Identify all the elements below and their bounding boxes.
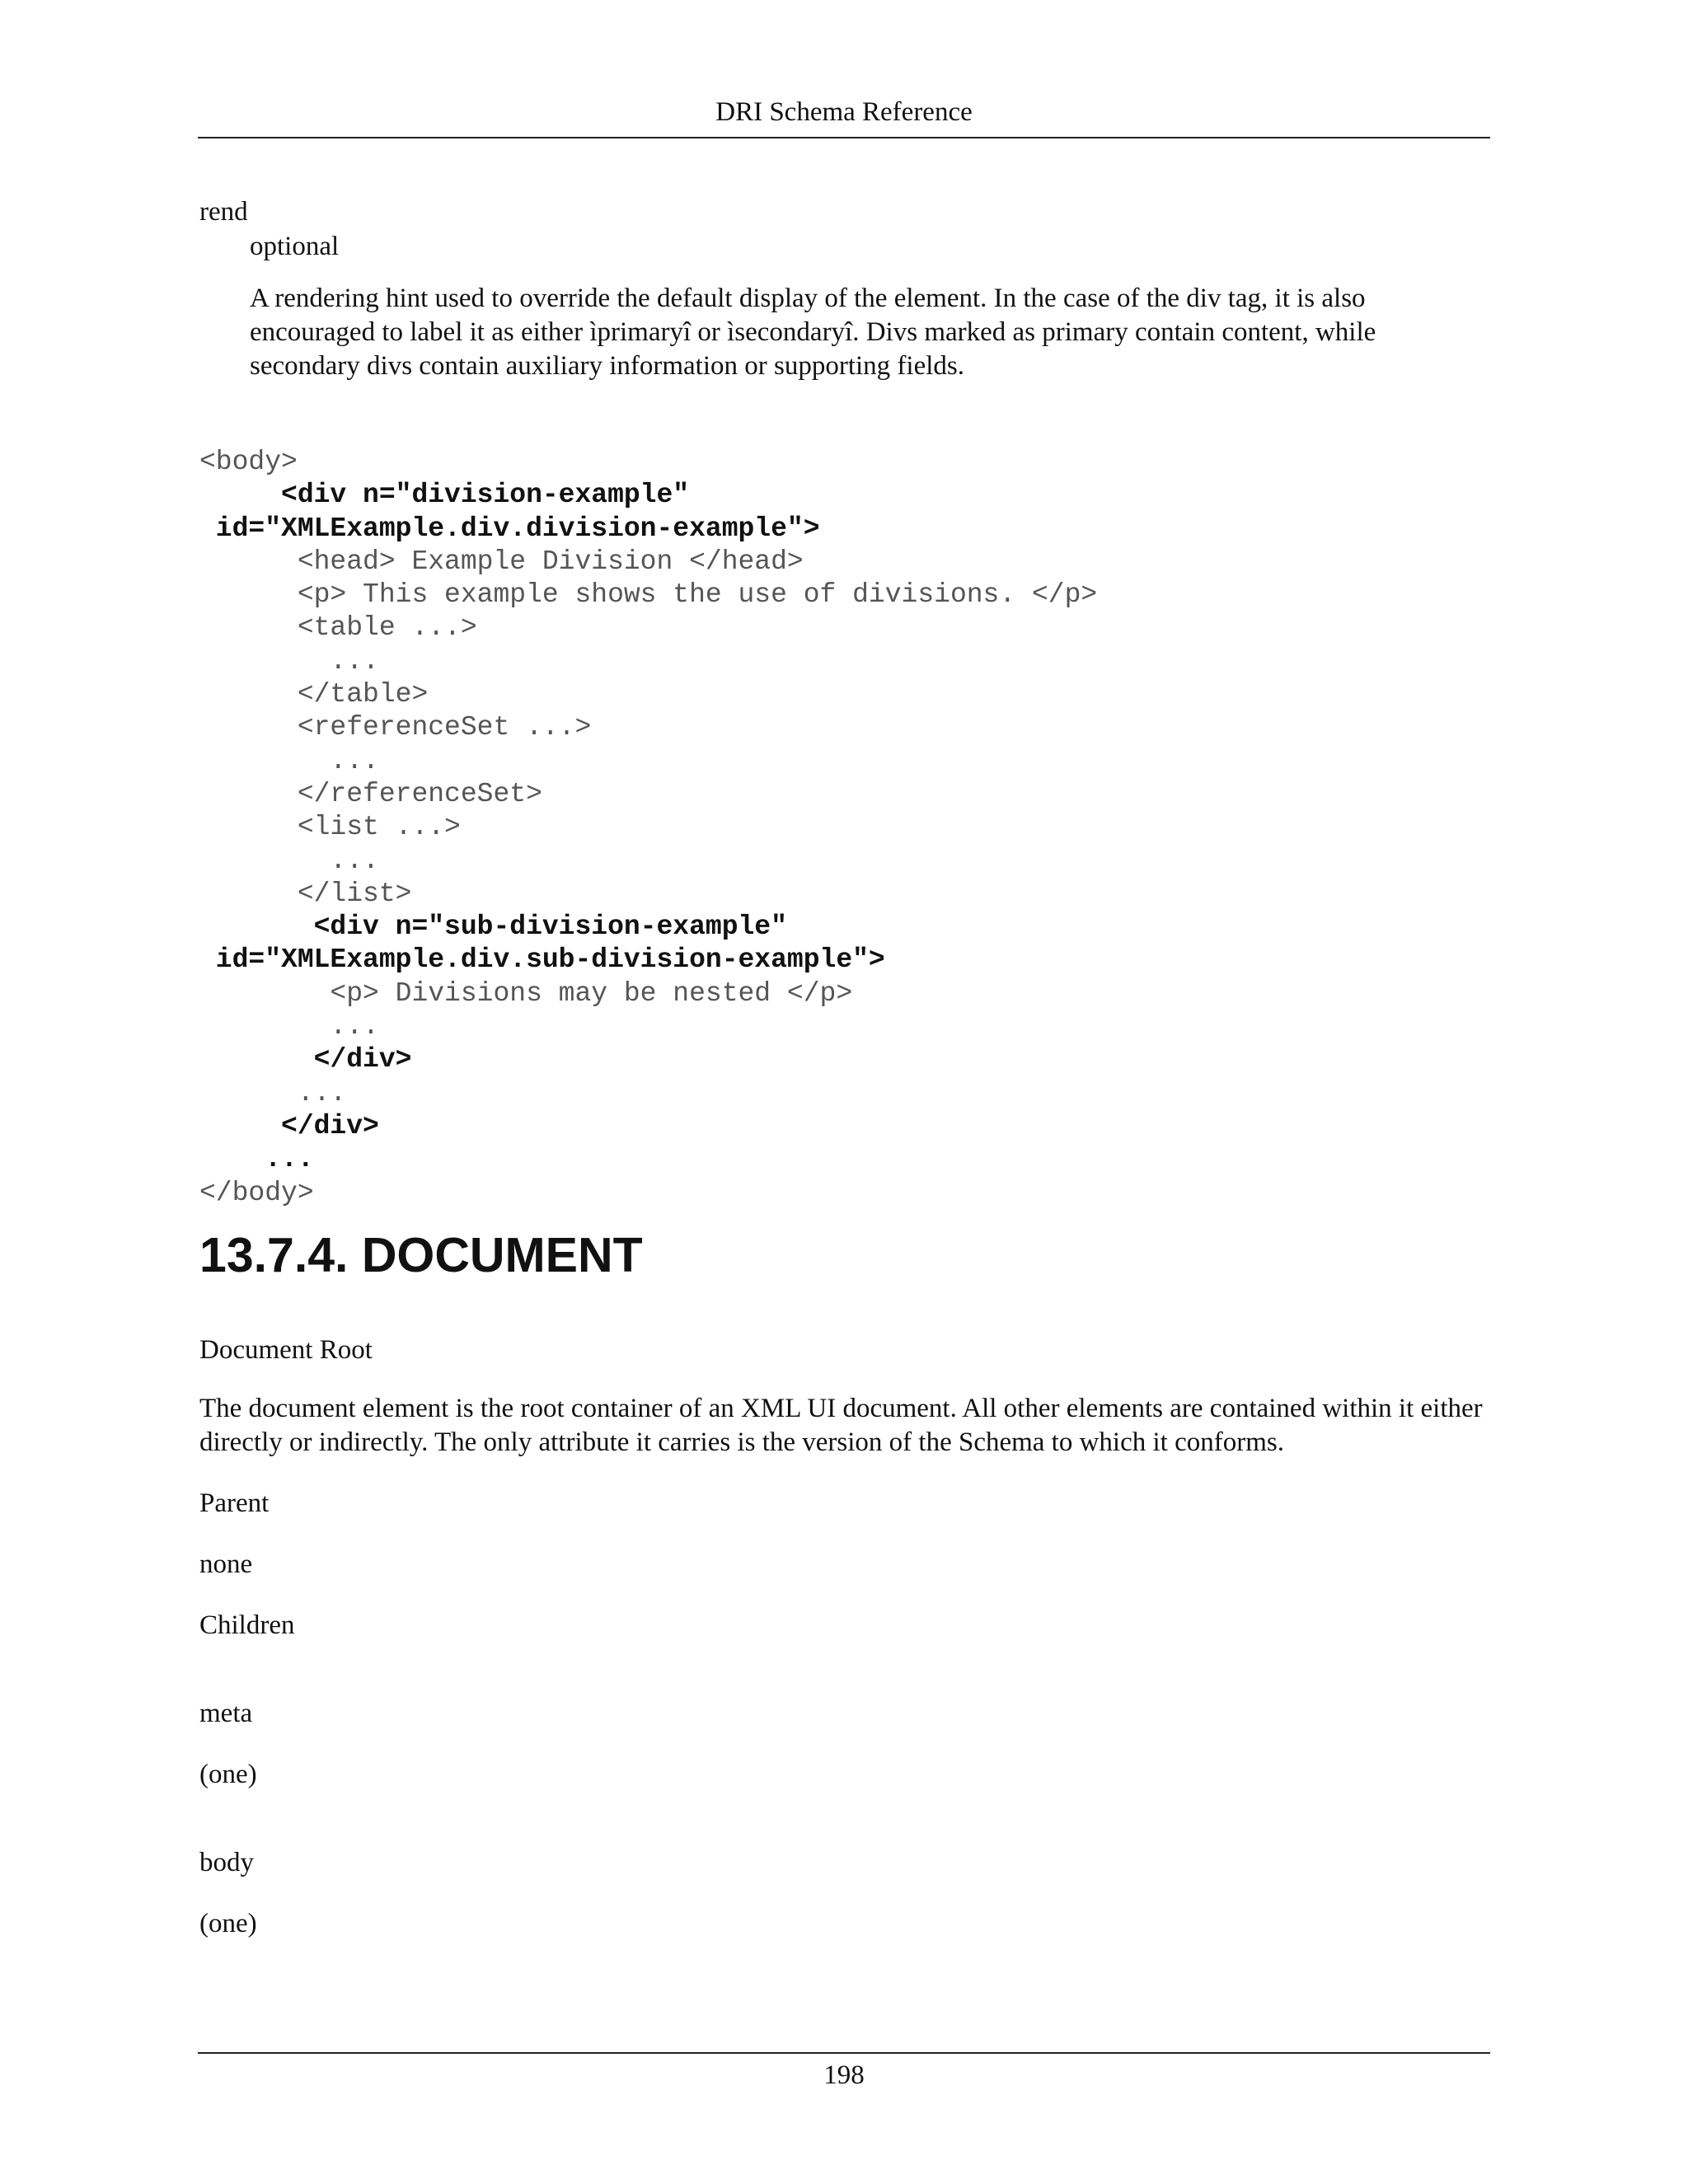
code-line: <head> Example Division </head> bbox=[199, 546, 804, 577]
code-line: ... bbox=[199, 1011, 379, 1043]
code-line: <p> This example shows the use of divisions. </p> bbox=[199, 579, 1098, 611]
child-name: body bbox=[199, 1847, 254, 1877]
child-count: (one) bbox=[199, 1908, 257, 1938]
page-content bbox=[199, 194, 1490, 1941]
code-line: ... bbox=[199, 1144, 314, 1175]
section-subtitle: Document Root bbox=[199, 1334, 373, 1365]
code-line: <list ...> bbox=[199, 812, 461, 843]
code-line: </div> bbox=[199, 1110, 379, 1141]
parent-label: Parent bbox=[199, 1488, 270, 1518]
code-line: <div n="division-example" bbox=[199, 480, 690, 511]
child-count: (one) bbox=[199, 1759, 257, 1789]
code-line: </referenceSet> bbox=[199, 778, 542, 809]
attribute-definition bbox=[250, 229, 1490, 383]
code-line: ... bbox=[199, 1077, 347, 1108]
code-line: id="XMLExample.div.sub-division-example"> bbox=[199, 944, 885, 976]
child-name: meta bbox=[199, 1698, 253, 1728]
code-example bbox=[199, 446, 1490, 1210]
code-line: </list> bbox=[199, 878, 412, 909]
parent-value: none bbox=[199, 1549, 253, 1579]
code-line: </body> bbox=[199, 1177, 314, 1208]
code-line: id="XMLExample.div.division-example"> bbox=[199, 513, 820, 544]
section-description: The document element is the root container of an XML UI document. All other elements are contained within it either directly or indirectly. The only attribute it carries is the version of the Schema to which it conforms. bbox=[199, 1393, 1483, 1457]
code-line: <table ...> bbox=[199, 612, 477, 644]
code-line: </div> bbox=[199, 1044, 412, 1076]
code-line: <p> Divisions may be nested </p> bbox=[199, 977, 853, 1009]
code-line: ... bbox=[199, 745, 379, 776]
header-rule bbox=[198, 137, 1490, 138]
code-line: <body> bbox=[199, 447, 298, 477]
attribute-description: A rendering hint used to override the default display of the element. In the case of the div tag, it is also encouraged to label it as either ìprimaryî or ìsecondaryî. Divs marked as primary contain content, while secondary divs contain auxiliary information or supporting fields. bbox=[250, 284, 1376, 381]
code-line: <referenceSet ...> bbox=[199, 712, 592, 743]
section-title: 13.7.4. DOCUMENT bbox=[199, 1227, 643, 1282]
code-line: <div n="sub-division-example" bbox=[199, 912, 787, 943]
code-line: </table> bbox=[199, 679, 429, 710]
attribute-name: rend bbox=[199, 197, 248, 227]
children-label: Children bbox=[199, 1610, 295, 1640]
attribute-requirement: optional bbox=[250, 232, 340, 261]
code-line: ... bbox=[199, 645, 379, 677]
page-number: 198 bbox=[823, 2060, 865, 2090]
footer-rule bbox=[198, 2052, 1490, 2054]
running-header: DRI Schema Reference bbox=[715, 97, 973, 127]
code-line: ... bbox=[199, 845, 379, 876]
